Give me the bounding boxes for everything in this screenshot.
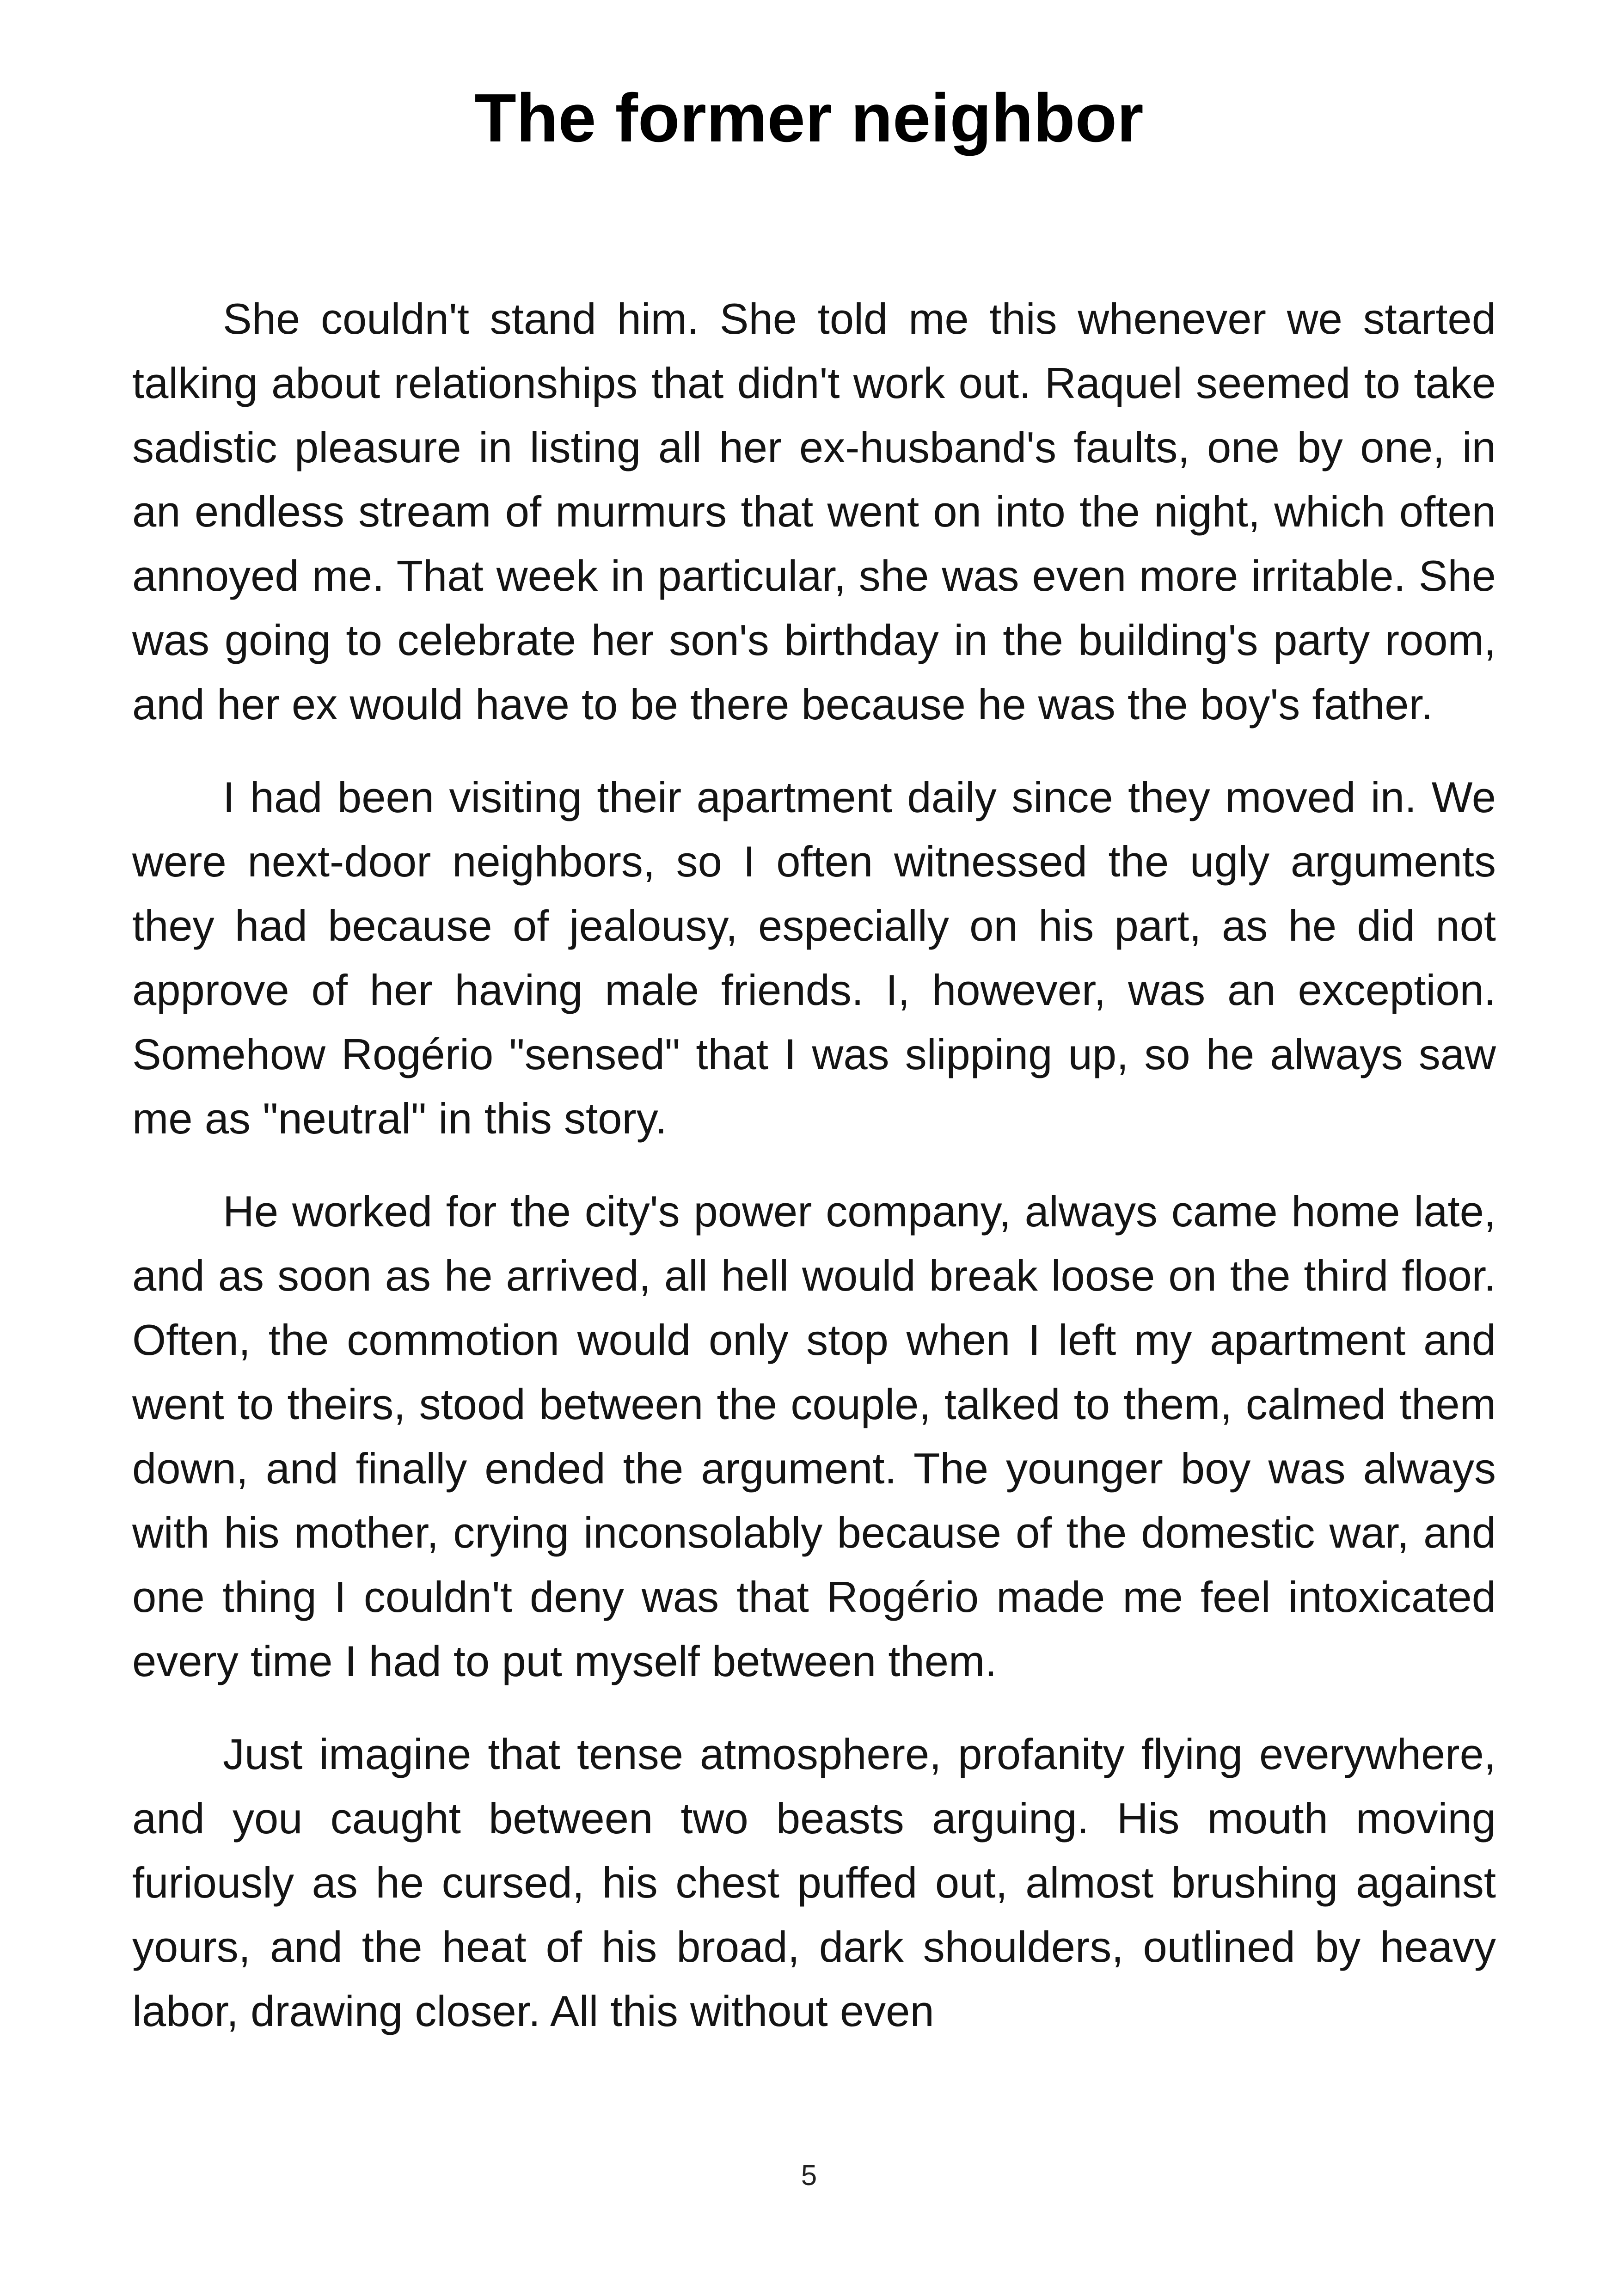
page-number: 5 bbox=[801, 2160, 817, 2192]
paragraph-2: I had been visiting their apartment daily since they moved in. We were next-door neighbors, so I often witnessed the ugly arguments they had because of jealousy, especially on his part, as he did not approve of her having male friends. I, however, was an exception. Somehow Rogério "sensed" that I was slipping up, so he always saw me as "neutral" in this story. bbox=[132, 773, 1496, 1143]
chapter-title: The former neighbor bbox=[474, 80, 1144, 156]
paragraph-1: She couldn't stand him. She told me this whenever we started talking about relationships that didn't work out. Raquel seemed to take sadistic pleasure in listing all her ex-husband's faults, one by one, in an endless stream of murmurs that went on into the night, which often annoyed me. That week in particular, she was even more irritable. She was going to celebrate her son's birthday in the building's party room, and her ex would have to be there because he was the boy's father. bbox=[132, 294, 1496, 729]
body-text bbox=[132, 287, 1496, 2173]
paragraph-3: He worked for the city's power company, always came home late, and as soon as he arrived, all hell would break loose on the third floor. Often, the commotion would only stop when I left my apartment and went to theirs, stood between the couple, talked to them, calmed them down, and finally ended the argument. The younger boy was always with his mother, crying inconsolably because of the domestic war, and one thing I couldn't deny was that Rogério made me feel intoxicated every time I had to put myself between them. bbox=[132, 1187, 1496, 1685]
paragraph-4: Just imagine that tense atmosphere, profanity flying everywhere, and you caught between two beasts arguing. His mouth moving furiously as he cursed, his chest puffed out, almost brushing against yours, and the heat of his broad, dark shoulders, outlined by heavy labor, drawing closer. All this without even bbox=[132, 1730, 1496, 2035]
